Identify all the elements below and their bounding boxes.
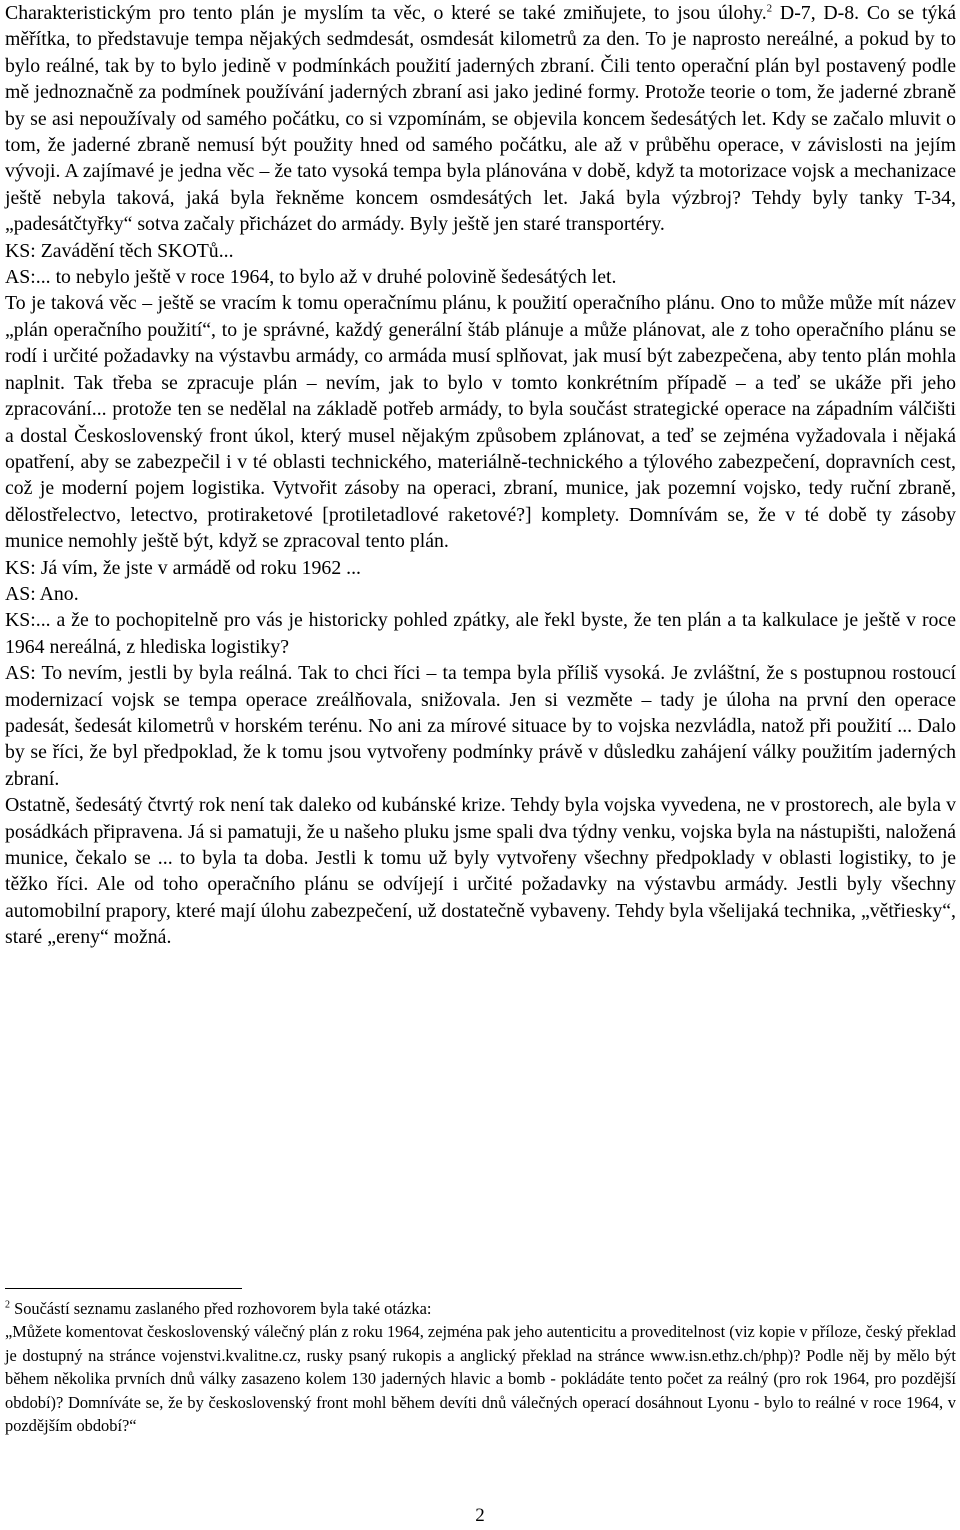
paragraph-1-text-a: Charakteristickým pro tento plán je myslím ta věc, o které se také zmiňujete, to jsou úlohy. (5, 2, 767, 24)
paragraph-2: KS: Zavádění těch SKOTů... (5, 239, 234, 262)
footnote-mark: 2 (5, 1299, 10, 1311)
page-number: 2 (475, 1505, 485, 1526)
footnote-body: „Můžete komentovat československý válečný plán z roku 1964, zejména pak jeho autenticitu a proveditelnost (viz kopie v příloze, český překlad je dostupný na stránce vojenstvi.kvalitne.cz, rusky psaný rukopis a anglický překlad na stránce www.isn.ethz.ch/php)? Podle něj by mělo být během několika prvních dnů války zasazeno kolem 130 jaderných hlavic a bomb - pokládáte tento počet za reálný (pro rok 1964, pro pozdější období)? Domníváte se, že by československý front mohl během devíti dnů válečných operací dosáhnout Lyonu - bylo to reálné v roce 1964, v pozdějším období?“ (5, 1322, 956, 1436)
paragraph-6: AS: Ano. (5, 582, 79, 605)
paragraph-7: KS:... a že to pochopitelně pro vás je historicky pohled zpátky, ale řekl byste, že ten plán a ta kalkulace je ještě v roce 1964 nereálná, z hlediska logistiky? (5, 609, 956, 658)
footnote-heading-text: Součástí seznamu zaslaného před rozhovorem byla také otázka: (10, 1299, 432, 1318)
footnote-reference: 2 (766, 2, 773, 15)
footnote-heading (5, 1297, 956, 1320)
document-page (5, 0, 956, 951)
paragraph-4: To je taková věc – ještě se vracím k tomu operačnímu plánu, k použití operačního plánu. Ono to může může mít název „plán operačního použití“, to je správné, každý generální štáb plánuje a může plánovat, ale z toho operačního plánu se rodí i určité požadavky na výstavbu armády, co armáda musí splňovat, jak musí být zabezpečena, aby tento plán mohla naplnit. Tak třeba se zpracuje plán – nevím, jak to bylo v tomto konkrétním případě – a teď se ukáže při jeho zpracování... protože ten se nedělal na základě potřeb armády, to byla součást strategické operace na západním válčišti a dostal Československý front úkol, který musel nějakým způsobem zplánovat, a teď se zejména vyžadovala i nějaká opatření, aby se zabezpečil i v té oblasti technického, materiálně-technického a týlového zabezpečení, dopravních cest, což je moderní pojem logistika. Vytvořit zásoby na operaci, zbraní, munice, jak pozemní vojsko, tedy ruční zbraně, dělostřelectvo, letectvo, protiraketové [protiletadlové raketové?] komplety. Domnívám se, že v té době ty zásoby munice nemohly ještě být, když se zpracoval tento plán. (5, 292, 956, 553)
paragraph-1 (5, 0, 956, 238)
main-text (5, 0, 956, 951)
paragraph-9: Ostatně, šedesátý čtvrtý rok není tak daleko od kubánské krize. Tehdy byla vojska vyvedena, ne v prostorech, ale byla v posádkách připravena. Já si pamatuji, že u našeho pluku jsme spali dva týdny venku, vojska byla na nástupišti, naložená munice, čekalo se ... to byla ta doba. Jestli k tomu už byly vytvořeny všechny předpoklady v oblasti logistiky, to je těžko říci. Ale od toho operačního plánu se odvíjejí i určité požadavky na výstavbu armády. Jestli byly všechny automobilní prapory, které mají úlohu zabezpečení, už dostatečně vybaveny. Tehdy byla všelijaká technika, „větřiesky“, staré „ereny“ možná. (5, 794, 956, 949)
footnote (5, 1297, 956, 1437)
paragraph-8: AS: To nevím, jestli by byla reálná. Tak to chci říci – ta tempa byla příliš vysoká. Je zvláštní, že s postupnou rostoucí modernizací vojsk se tempa operace zreálňovala, snižovala. Jen si vezměte – tady je úloha na první den operace padesát, šedesát kilometrů v horském terénu. No ani za mírové situace by to vojska nezvládla, natož při použití ... Dalo by se říci, že byl předpoklad, že k tomu jsou vytvořeny podmínky právě v důsledku zahájení války použitím jaderných zbraní. (5, 662, 956, 790)
footnote-separator (5, 1288, 242, 1289)
paragraph-3: AS:... to nebylo ještě v roce 1964, to bylo až v druhé polovině šedesátých let. (5, 266, 617, 289)
paragraph-1-text-b: D-7, D-8. Co se týká měřítka, to představuje tempa nějakých sedmdesát, osmdesát kilometrů za den. To je naprosto nereálné, a pokud by to bylo reálné, tak by to bylo jedině v podmínkách použití jaderných zbraní. Čili tento operační plán byl postavený podle mě jednoznačně za podmínek používání jaderných zbraní asi jako jediné formy. Protože teorie o tom, že jaderné zbraně by se asi nepoužívaly od samého počátku, co si vzpomínám, se objevila koncem šedesátých let. Kdy se začalo mluvit o tom, že jaderné zbraně nemusí být použity hned od samého počátku, ale až v průběhu operace, v závislosti na jejím vývoji. A zajímavé je jedna věc – že tato vysoká tempa byla plánována v době, když ta motorizace vojsk a mechanizace ještě nebyla taková, jaká byla řekněme koncem osmdesátých let. Jaká byla výzbroj? Tehdy byly tanky T-34, „padesátčtyřky“ sotva začaly přicházet do armády. Byly ještě jen staré transportéry. (5, 2, 957, 236)
paragraph-5: KS: Já vím, že jste v armádě od roku 1962 ... (5, 556, 361, 579)
